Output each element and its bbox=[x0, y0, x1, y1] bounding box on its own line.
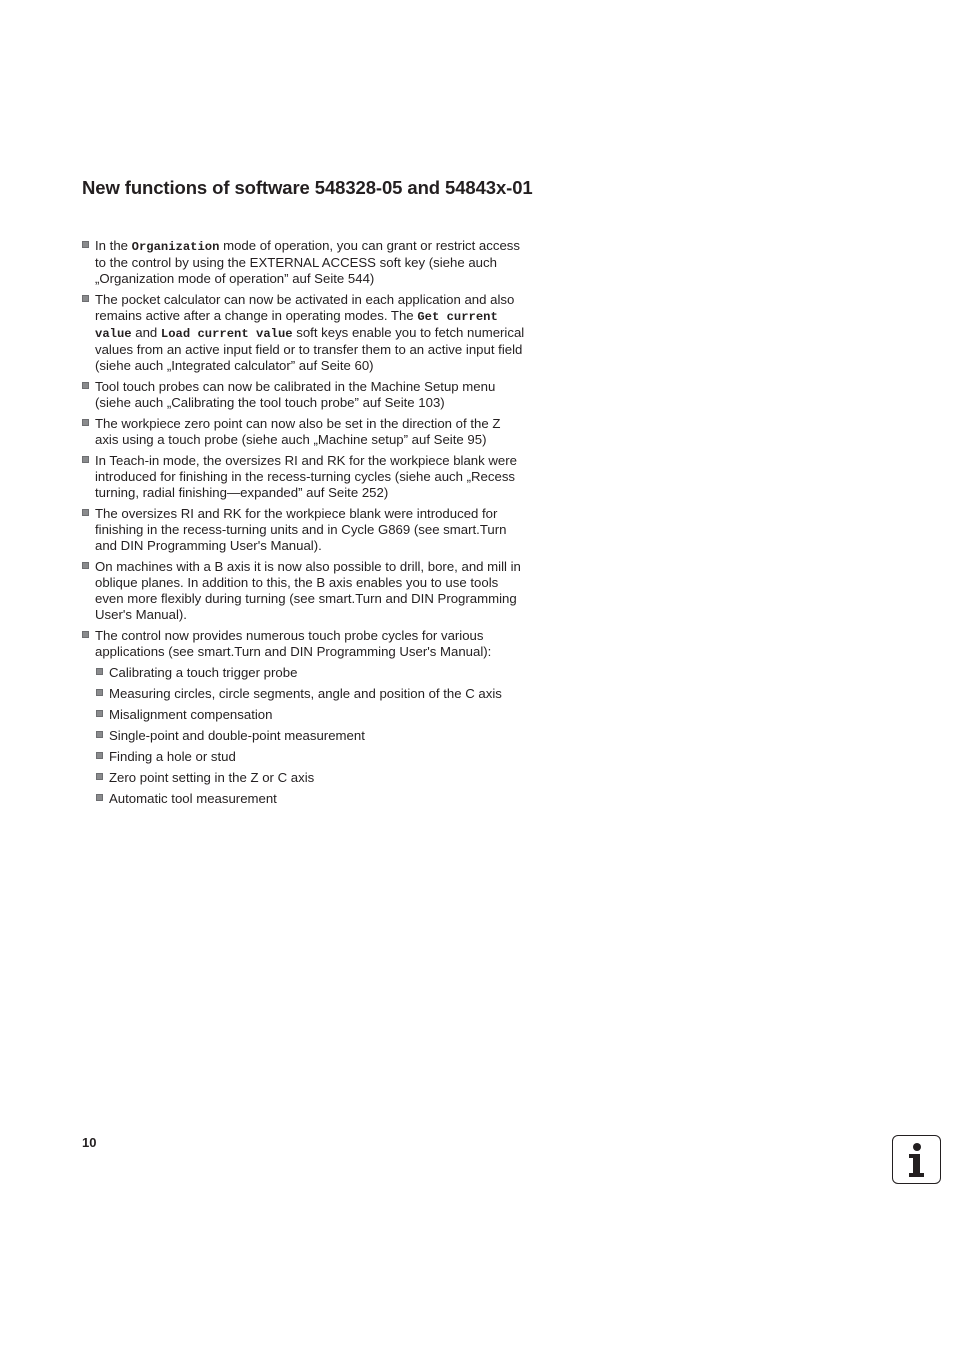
sub-item-text: Zero point setting in the Z or C axis bbox=[109, 770, 315, 785]
list-item bbox=[82, 292, 527, 374]
item-text: The pocket calculator can now be activated in each application and also remains active after a change in operating modes. The Get current value and Load current value soft keys enable you to fetch numerical values from an active input field or to transfer them to an active input field (siehe auch „Integrated calculator” auf Seite 60) bbox=[95, 292, 525, 373]
page-number: 10 bbox=[82, 1135, 97, 1150]
bullet-square-icon bbox=[82, 382, 89, 389]
bullet-square-icon bbox=[82, 419, 89, 426]
item-text: The workpiece zero point can now also be set in the direction of the Z axis using a touch probe (siehe auch „Machine setup” auf Seite 95) bbox=[95, 416, 501, 447]
bullet-square-icon bbox=[82, 456, 89, 463]
item-text: On machines with a B axis it is now also possible to drill, bore, and mill in oblique planes. In addition to this, the B axis enables you to use tools even more flexibly during turning (see smart.Turn and DIN Programming User's Manual). bbox=[95, 559, 521, 622]
bullet-square-icon bbox=[82, 509, 89, 516]
softkey-load-current-value: Load current value bbox=[160, 327, 293, 341]
bullet-square-icon bbox=[96, 668, 103, 675]
bullet-square-icon bbox=[82, 562, 89, 569]
info-icon bbox=[892, 1135, 941, 1184]
bullet-square-icon bbox=[96, 731, 103, 738]
list-item bbox=[82, 559, 527, 623]
feature-list bbox=[82, 238, 527, 812]
sub-list-item bbox=[96, 686, 527, 702]
bullet-square-icon bbox=[96, 710, 103, 717]
list-item bbox=[82, 416, 527, 448]
bullet-square-icon bbox=[82, 295, 89, 302]
sub-list-item bbox=[96, 665, 527, 681]
item-text: In Teach-in mode, the oversizes RI and RK for the workpiece blank were introduced for finishing in the recess-turning cycles (siehe auch „Recess turning, radial finishing—expanded” auf Seite 252) bbox=[95, 453, 517, 500]
item-text: In the Organization mode of operation, you can grant or restrict access to the control by using the EXTERNAL ACCESS soft key (siehe auch „Organization mode of operation” auf Seite 544) bbox=[95, 238, 520, 286]
bullet-square-icon bbox=[96, 794, 103, 801]
list-item bbox=[82, 453, 527, 501]
bullet-square-icon bbox=[96, 689, 103, 696]
list-item bbox=[82, 628, 527, 660]
bullet-square-icon bbox=[82, 241, 89, 248]
bullet-square-icon bbox=[96, 752, 103, 759]
softkey-organization: Organization bbox=[131, 240, 220, 254]
item-text: The oversizes RI and RK for the workpiece blank were introduced for finishing in the recess-turning units and in Cycle G869 (see smart.Turn and DIN Programming User's Manual). bbox=[95, 506, 507, 553]
list-item bbox=[82, 238, 527, 287]
sub-list-item bbox=[96, 770, 527, 786]
sub-item-text: Misalignment compensation bbox=[109, 707, 273, 722]
item-text: Tool touch probes can now be calibrated in the Machine Setup menu (siehe auch „Calibrating the tool touch probe” auf Seite 103) bbox=[95, 379, 496, 410]
sub-item-text: Measuring circles, circle segments, angle and position of the C axis bbox=[109, 686, 502, 701]
list-item bbox=[82, 506, 527, 554]
sub-list-item bbox=[96, 791, 527, 807]
softkey-get-current-value: Get current value bbox=[95, 310, 498, 341]
item-text: The control now provides numerous touch probe cycles for various applications (see smart.Turn and DIN Programming User's Manual): bbox=[95, 628, 492, 659]
bullet-square-icon bbox=[82, 631, 89, 638]
section-heading: New functions of software 548328-05 and 54843x-01 bbox=[82, 177, 533, 198]
sub-list-item bbox=[96, 707, 527, 723]
sub-list-item bbox=[96, 749, 527, 765]
sub-item-text: Finding a hole or stud bbox=[109, 749, 236, 764]
sub-item-text: Calibrating a touch trigger probe bbox=[109, 665, 298, 680]
sub-item-text: Single-point and double-point measurement bbox=[109, 728, 365, 743]
list-item bbox=[82, 379, 527, 411]
sub-list-item bbox=[96, 728, 527, 744]
sub-item-text: Automatic tool measurement bbox=[109, 791, 277, 806]
bullet-square-icon bbox=[96, 773, 103, 780]
